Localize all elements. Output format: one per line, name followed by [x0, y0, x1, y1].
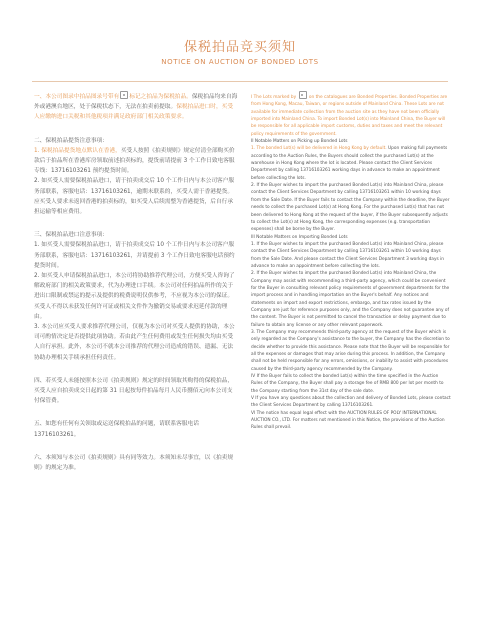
en-s1-intro: I The Lots marked by	[251, 95, 297, 100]
en-s3-2: 2. If the Buyer wishes to import the purchased Bonded Lot(s) into Mainland China, the Company may assist with recommending a third-party agency, which could be convenient for the Buyer in consulting relevant policy requirements of government departments for the import process and in handling importation on the Buyer's behalf. Any notices and statements on import and export restrictions, embargo, and tax rates issued by the Company are just for reference purposes only, and the Company does not guarantee any of the content. The Buyer is not permitted to cancel the transaction or delay payment due to failure to obtain any license or any other relevant paperwork.	[251, 271, 450, 328]
header-divider	[32, 81, 448, 82]
en-s3-1: 1. If the Buyer wishes to import the purchased Bonded Lot(s) into Mainland China, please contact the Client Services Department by calling 13716103261 within 10 working days from the Sale Date. And please contact the Client Services Department 3 working days in advance to make an appointment before collecting the lots.	[251, 241, 445, 269]
en-s2-1-highlight: 1. The bonded Lot(s) will be delivered in Hong Kong by default.	[251, 146, 387, 152]
cn-s2-1-text: 买受人按照《拍卖规则》规定付清全部购买价款后于拍品所在香港库房领取前述拍卖标的，提货前请提前 3 个工作日致电客服专线：13716103261 预约提货时间。	[34, 147, 235, 175]
cn-section-2	[34, 136, 238, 218]
cn-s3-2-text: 2. 如买受人申请保税拍品进口，本公司将协助推荐代理公司，方便买受人咨询了解政府部门的相关政策要求，代为办理进口手续。本公司对任何拍品所作的关于进出口限制或禁运的提示及提供的税费说明仅供参考，不应视为本公司的保证。买受人不得以未获发任何许可证或相关文件作为撤销交易或要求迟延付款的理由。	[34, 273, 235, 320]
cn-section-3	[34, 230, 238, 363]
page-title: 保税拍品竞买须知	[183, 40, 296, 55]
cn-s2-1-highlight: 1. 保税拍品提货地点默认在香港，	[34, 147, 121, 154]
cn-s2-2-text: 2. 如买受人需要保税拍品进口，请于拍卖成交后 10 个工作日内与本公司客户服务部联系，客服电话：13716103261，逾期未联系的，买受人需于香港提货。应买受人要求未返回香港的拍卖标的，如买受人后续需整为香港提货，后自行承担运输等相应费用。	[34, 178, 235, 216]
cn-s1-highlight: 保税拍品进口时，买受人应缴纳进口关税和其他税项并满足政府部门相关政策要求。	[34, 104, 234, 121]
page-subtitle: NOTICE ON AUCTION OF BONDED LOTS	[161, 58, 319, 66]
cn-s3-1-text: 1. 如买受人需要保税拍品进口，请于拍卖成交后 10 个工作日内与本公司客户服务部联系，客服电话：13716103261，并请提前 3 个工作日致电客服电话预约提货时间。	[34, 242, 235, 269]
notice-english-column	[251, 91, 451, 432]
cn-s3-heading: 三、保税拍品进口注意事项：	[34, 232, 108, 239]
en-section-4: IV If the Buyer fails to collect the bonded Lot(s) within the time specified in the Auction Rules of the Company, the Buyer shall pay a storage fee of RMB 800 per lot per month to the Company starting from the 31st day of the sale date.	[251, 374, 444, 394]
en-s1-mark: on the catalogues are Bonded Properties. Bonded Properties are from Hong Kong, Macau, Taiwan, or regions outside of Mainland China. These Lots are not available for immediate collection from the auction site as they have not been officially imported into Mainland China.	[251, 95, 448, 123]
lock-icon-en	[299, 91, 307, 99]
en-s3-3: 3. The Company may recommends third-party agency at the request of the Buyer which is only regarded as the Company's assistance to the buyer, the Company has the discretion to decide whether to provide this assistance. Please note that the Buyer will be responsible for all the expenses or damages that may arise during this process. In addition, the Company shall not be held responsible for any errors, omissions, or inability to assist with procedures caused by the third-party agency recommended by the Company.	[251, 330, 450, 372]
cn-section-4: 四、若买受人未能按照本公司《拍卖规则》规定的时间领取其购得的保税拍品，买受人应自拍卖成交日起的第 31 日起按每件拍品每月人民币捌佰元向本公司支付保管费。	[34, 377, 234, 405]
en-s2-1-text: Upon making full payments according to the Auction Rules, the Buyers should collect the purchased Lot(s) at the warehouse in Hong Kong where the lot is located. Please contact the Client Services Department by calling 13716103261 working days in advance to make an appointment before collecting the lots.	[251, 146, 448, 181]
en-s2-1	[251, 145, 451, 182]
en-s1-highlight: To import Bonded Lot(s) into Mainland China, the Buyer will be responsible for all applicable import customs, duties and taxes and meet the relevant policy requirements of the government.	[251, 117, 446, 137]
cn-section-6: 六、本须知与本公司《拍卖规则》具有同等效力。本须知未尽事宜，以《拍卖规则》的规定为准。	[34, 454, 234, 472]
en-section-5: V If you have any questions about the collection and delivery of Bonded Lots, please contact the Client Services Department by calling 13716103261.	[251, 396, 451, 409]
cn-s1-mark: 标记之拍品为保税拍品。	[129, 94, 192, 100]
cn-s3-3-text: 3. 本公司应买受人要求推荐代理公司，仅视为本公司对买受人提供的协助，本公司可酌情决定是否提供此项协助。若由此产生任何费用或发生任何损失均由买受人自行承担。此外，本公司不就本公司推荐的代理公司造成的错误、遗漏、无法协助办理相关手续承担任何责任。	[34, 324, 235, 361]
cn-section-1	[34, 91, 238, 123]
cn-s2-heading: 二、保税拍品提货注意事项：	[34, 137, 108, 144]
en-s3-heading: III Notable Matters on Importing Bonded Lots	[251, 234, 348, 240]
cn-section-5: 五、如您有任何有关领取或运送保税拍品的问题，请联系客服电话 13716103261。	[34, 421, 199, 438]
notice-chinese-column	[34, 91, 238, 486]
cn-s1-intro: 一、本公司图录中拍品图录号带有	[34, 94, 120, 100]
page-header	[0, 40, 480, 66]
en-section-6: VI The notice has equal legal effect with the AUCTION RULES OF POLY INTERNATIONAL AUCTION CO., LTD. For matters not mentioned in this Notice, the provisions of the Auction Rules shall prevail.	[251, 410, 445, 431]
en-s2-heading: II Notable Matters on Picking up Bonded Lots	[251, 139, 348, 145]
en-s2-2: 2. If the Buyer wishes to import the purchased Bonded Lot(s) into Mainland China, please contact the Client Services Department by calling 13716103261 within 10 working days from the Sale Date. If the Buyer fails to contact the Company within the deadline, the Buyer needs to collect the purchased Lot(s) at Hong Kong. For the purchased Lot(s) that has not been delivered to Hong Kong at the request of the buyer, if the Buyer subsequently adjusts to collect the Lot(s) at Hong Kong, the corresponding expenses (e.g. transportation expenses) shall be borne by the Buyer.	[251, 183, 450, 233]
cn-s1-text: 保税拍品均来自海外或港澳台地区，处于保税状态下，无法在拍卖前提取。	[34, 94, 238, 111]
en-section-1	[251, 91, 451, 138]
lock-icon	[120, 91, 128, 99]
